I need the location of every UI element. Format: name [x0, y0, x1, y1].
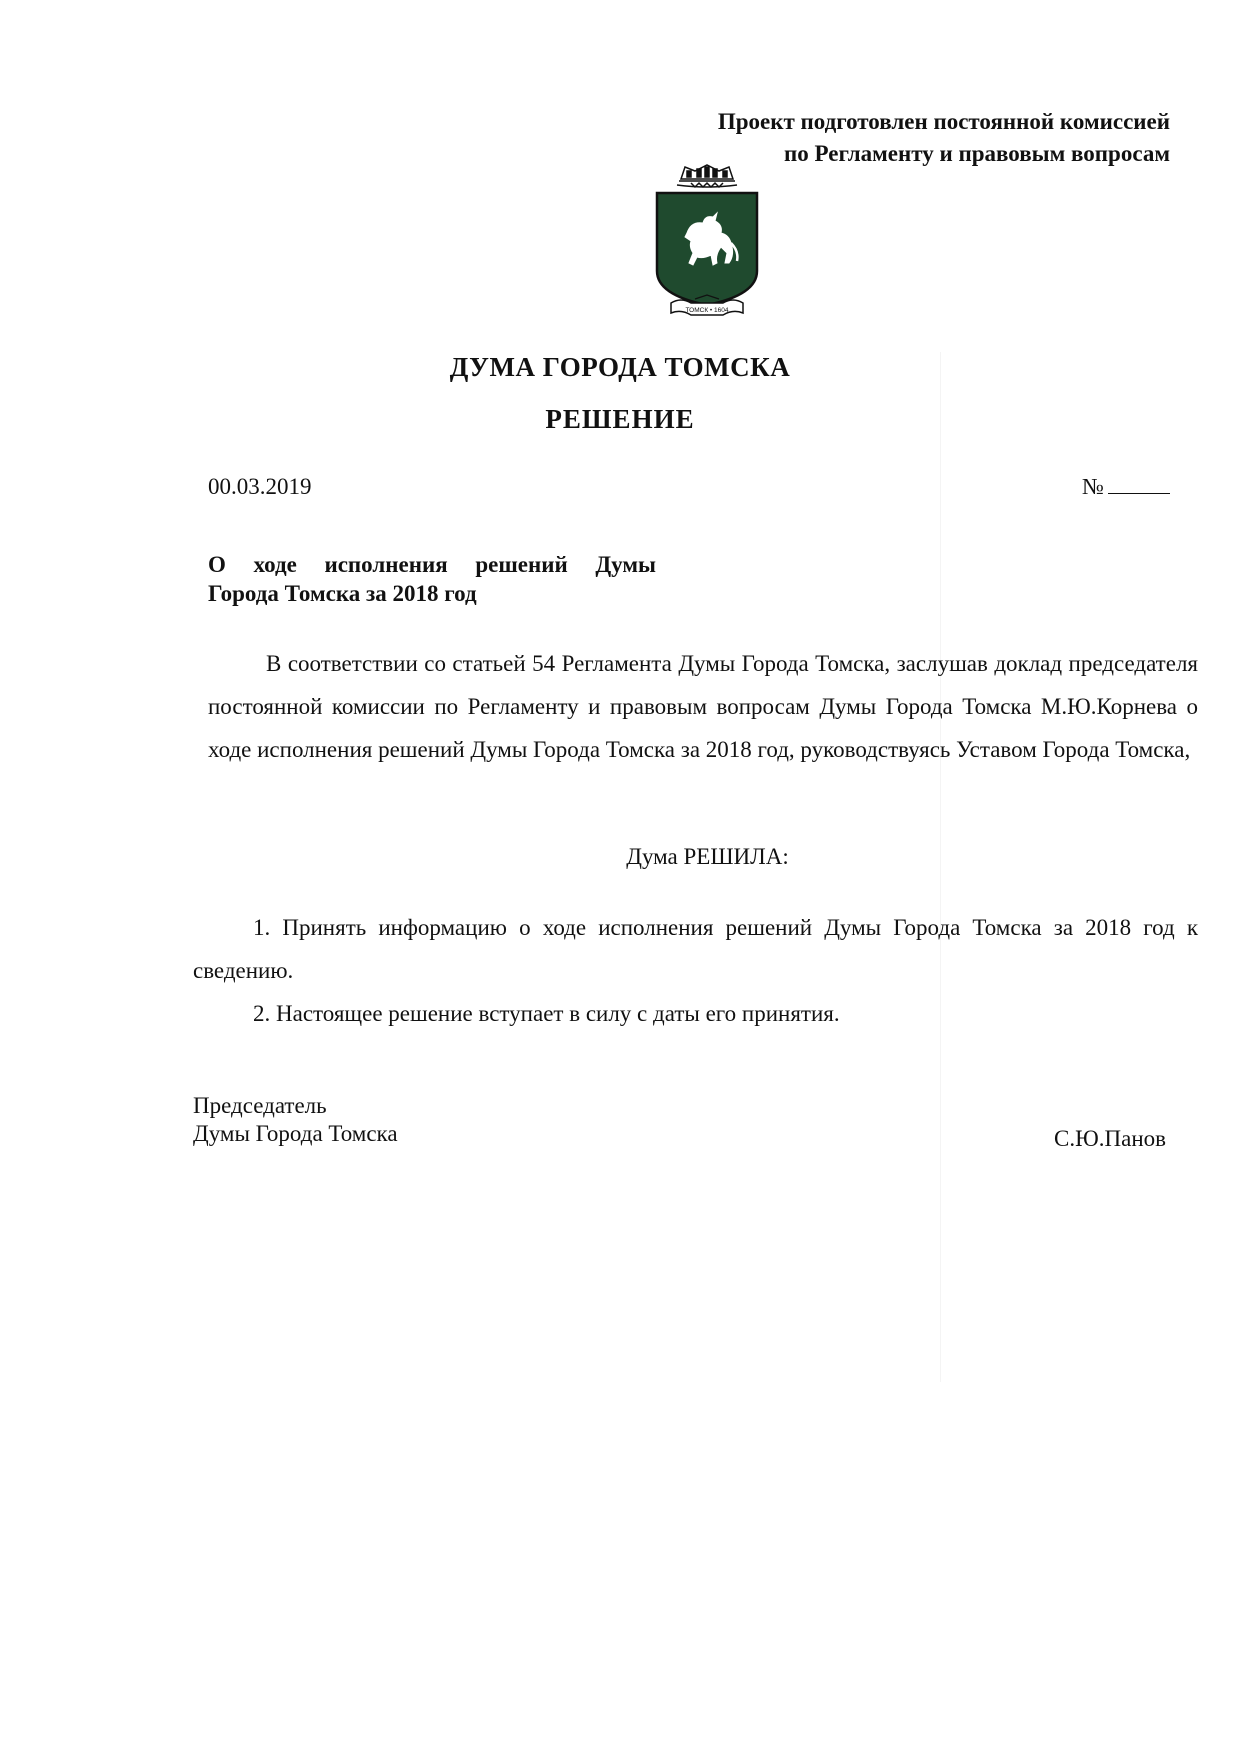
decision-item: 1. Принять информацию о ходе исполнения решений Думы Города Томска за 2018 год к сведению.	[193, 915, 1198, 983]
decision-number	[1082, 474, 1170, 500]
subject-line-1	[208, 550, 656, 579]
ribbon-text: ТОМСК • 1604	[685, 307, 729, 314]
header-note-line-1: Проект подготовлен постоянной комиссией	[717, 109, 1170, 134]
tomsk-coat-of-arms	[651, 163, 764, 329]
number-label: №	[1082, 474, 1104, 499]
decision-subject	[208, 550, 656, 608]
subject-word: решений	[475, 552, 568, 577]
ribbon-icon	[671, 300, 743, 315]
signature-position-line-1: Председатель	[193, 1093, 327, 1118]
document-type: РЕШЕНИЕ	[545, 404, 695, 434]
decision-date: 00.03.2019	[208, 474, 312, 499]
subject-word: исполнения	[324, 552, 448, 577]
preamble-text: В соответствии со статьей 54 Регламента Думы Города Томска, заслушав доклад председателя постоянной комиссии по Регламенту и правовым вопросам Думы Города Томска М.Ю.Корнева о ходе исполнения решений Думы Города Томска за 2018 год, руководствуясь Уставом Города Томска,	[208, 651, 1198, 762]
signature-position	[193, 1092, 398, 1148]
header-note	[718, 106, 1170, 170]
decision-items	[193, 906, 1198, 1035]
subject-word: Думы	[595, 552, 656, 577]
header-note-line-2: по Регламенту и правовым вопросам	[783, 141, 1170, 166]
number-blank	[1108, 475, 1170, 494]
resolved-heading: Дума РЕШИЛА:	[626, 844, 789, 869]
signature-position-line-2: Думы Города Томска	[193, 1121, 398, 1146]
organization-title: ДУМА ГОРОДА ТОМСКА	[449, 352, 791, 382]
crown-icon	[677, 165, 737, 187]
preamble-paragraph	[208, 642, 1198, 771]
decision-item: 2. Настоящее решение вступает в силу с даты его принятия.	[253, 1001, 840, 1026]
subject-line-2: Города Томска за 2018 год	[208, 581, 477, 606]
signature-name: С.Ю.Панов	[1054, 1126, 1166, 1151]
subject-word: ходе	[253, 552, 297, 577]
subject-word: О	[208, 552, 226, 577]
